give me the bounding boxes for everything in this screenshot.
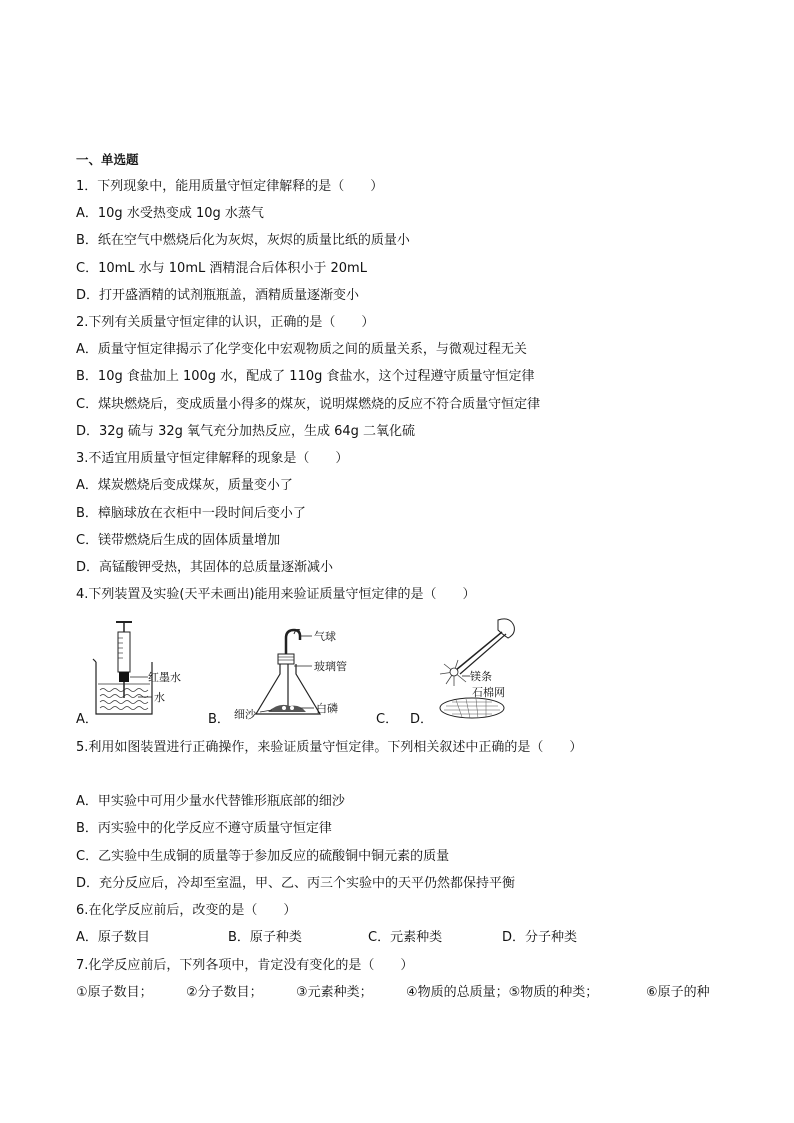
label-red-ink: 红墨水 bbox=[148, 671, 181, 684]
question-6-option-a: A．原子数目 bbox=[76, 930, 150, 945]
question-5-stem: 5.利用如图装置进行正确操作，来验证质量守恒定律。下列相关叙述中正确的是（ ） bbox=[76, 740, 583, 755]
question-1-option-b: B．纸在空气中燃烧后化为灰烬，灰烬的质量比纸的质量小 bbox=[76, 233, 410, 248]
question-5-option-b: B．丙实验中的化学反应不遵守质量守恒定律 bbox=[76, 821, 332, 836]
label-magnesium-strip: 镁条 bbox=[470, 670, 492, 683]
question-7-stem: 7.化学反应前后，下列各项中，肯定没有变化的是（ ） bbox=[76, 958, 414, 973]
question-6-stem: 6.在化学反应前后，改变的是（ ） bbox=[76, 903, 297, 918]
label-water: 水 bbox=[154, 691, 165, 704]
question-3-option-b: B．樟脑球放在衣柜中一段时间后变小了 bbox=[76, 506, 306, 521]
label-balloon: 气球 bbox=[314, 630, 336, 643]
question-1-option-c: C．10mL 水与 10mL 酒精混合后体积小于 20mL bbox=[76, 261, 367, 276]
label-sand: 细沙 bbox=[234, 708, 256, 721]
choice-d-label: D． bbox=[410, 712, 434, 727]
label-asbestos-mesh: 石棉网 bbox=[472, 686, 505, 699]
question-2-stem: 2.下列有关质量守恒定律的认识，正确的是（ ） bbox=[76, 315, 375, 330]
question-1-option-a: A．10g 水受热变成 10g 水蒸气 bbox=[76, 206, 264, 221]
question-5-option-a: A．甲实验中可用少量水代替锥形瓶底部的细沙 bbox=[76, 794, 345, 809]
question-7-item-4: ④物质的总质量；⑤物质的种类； bbox=[406, 985, 599, 1000]
question-3-option-a: A．煤炭燃烧后变成煤灰，质量变小了 bbox=[76, 478, 293, 493]
question-7-item-2: ②分子数目； bbox=[186, 985, 263, 1000]
question-7-item-3: ③元素种类； bbox=[296, 985, 373, 1000]
question-6-option-d: D．分子种类 bbox=[502, 930, 578, 945]
question-1-stem: 1．下列现象中，能用质量守恒定律解释的是（ ） bbox=[76, 179, 384, 194]
figure-b-conical-flask bbox=[228, 626, 358, 722]
question-4-stem: 4.下列装置及实验(天平未画出)能用来验证质量守恒定律的是（ ） bbox=[76, 587, 476, 602]
question-3-option-d: D．高锰酸钾受热，其固体的总质量逐渐减小 bbox=[76, 560, 334, 575]
question-2-option-a: A．质量守恒定律揭示了化学变化中宏观物质之间的质量关系，与微观过程无关 bbox=[76, 342, 527, 357]
question-2-option-d: D．32g 硫与 32g 氧气充分加热反应，生成 64g 二氧化硫 bbox=[76, 424, 416, 439]
question-5-option-c: C．乙实验中生成铜的质量等于参加反应的硫酸铜中铜元素的质量 bbox=[76, 849, 450, 864]
figure-d-magnesium-mesh bbox=[426, 614, 526, 724]
label-glass-tube: 玻璃管 bbox=[314, 660, 347, 673]
choice-c-label: C． bbox=[376, 712, 399, 727]
question-7-item-6: ⑥原子的种 bbox=[646, 985, 710, 1000]
question-2-option-c: C．煤块燃烧后，变成质量小得多的煤灰，说明煤燃烧的反应不符合质量守恒定律 bbox=[76, 397, 541, 412]
question-7-item-1: ①原子数目； bbox=[76, 985, 153, 1000]
question-6-option-c: C．元素种类 bbox=[368, 930, 443, 945]
question-6-option-b: B．原子种类 bbox=[228, 930, 302, 945]
section-title: 一、单选题 bbox=[76, 152, 139, 167]
label-white-phosphorus: 白磷 bbox=[316, 702, 338, 715]
choice-b-label: B． bbox=[208, 712, 230, 727]
question-5-option-d: D．充分反应后，冷却至室温，甲、乙、丙三个实验中的天平仍然都保持平衡 bbox=[76, 876, 516, 891]
figure-a-syringe-beaker bbox=[88, 618, 208, 718]
question-1-option-d: D．打开盛酒精的试剂瓶瓶盖，酒精质量逐渐变小 bbox=[76, 288, 360, 303]
choice-a-label: A． bbox=[76, 712, 98, 727]
question-3-option-c: C．镁带燃烧后生成的固体质量增加 bbox=[76, 533, 281, 548]
question-3-stem: 3.不适宜用质量守恒定律解释的现象是（ ） bbox=[76, 451, 349, 466]
question-2-option-b: B．10g 食盐加上 100g 水，配成了 110g 食盐水，这个过程遵守质量守恒定律 bbox=[76, 369, 535, 384]
